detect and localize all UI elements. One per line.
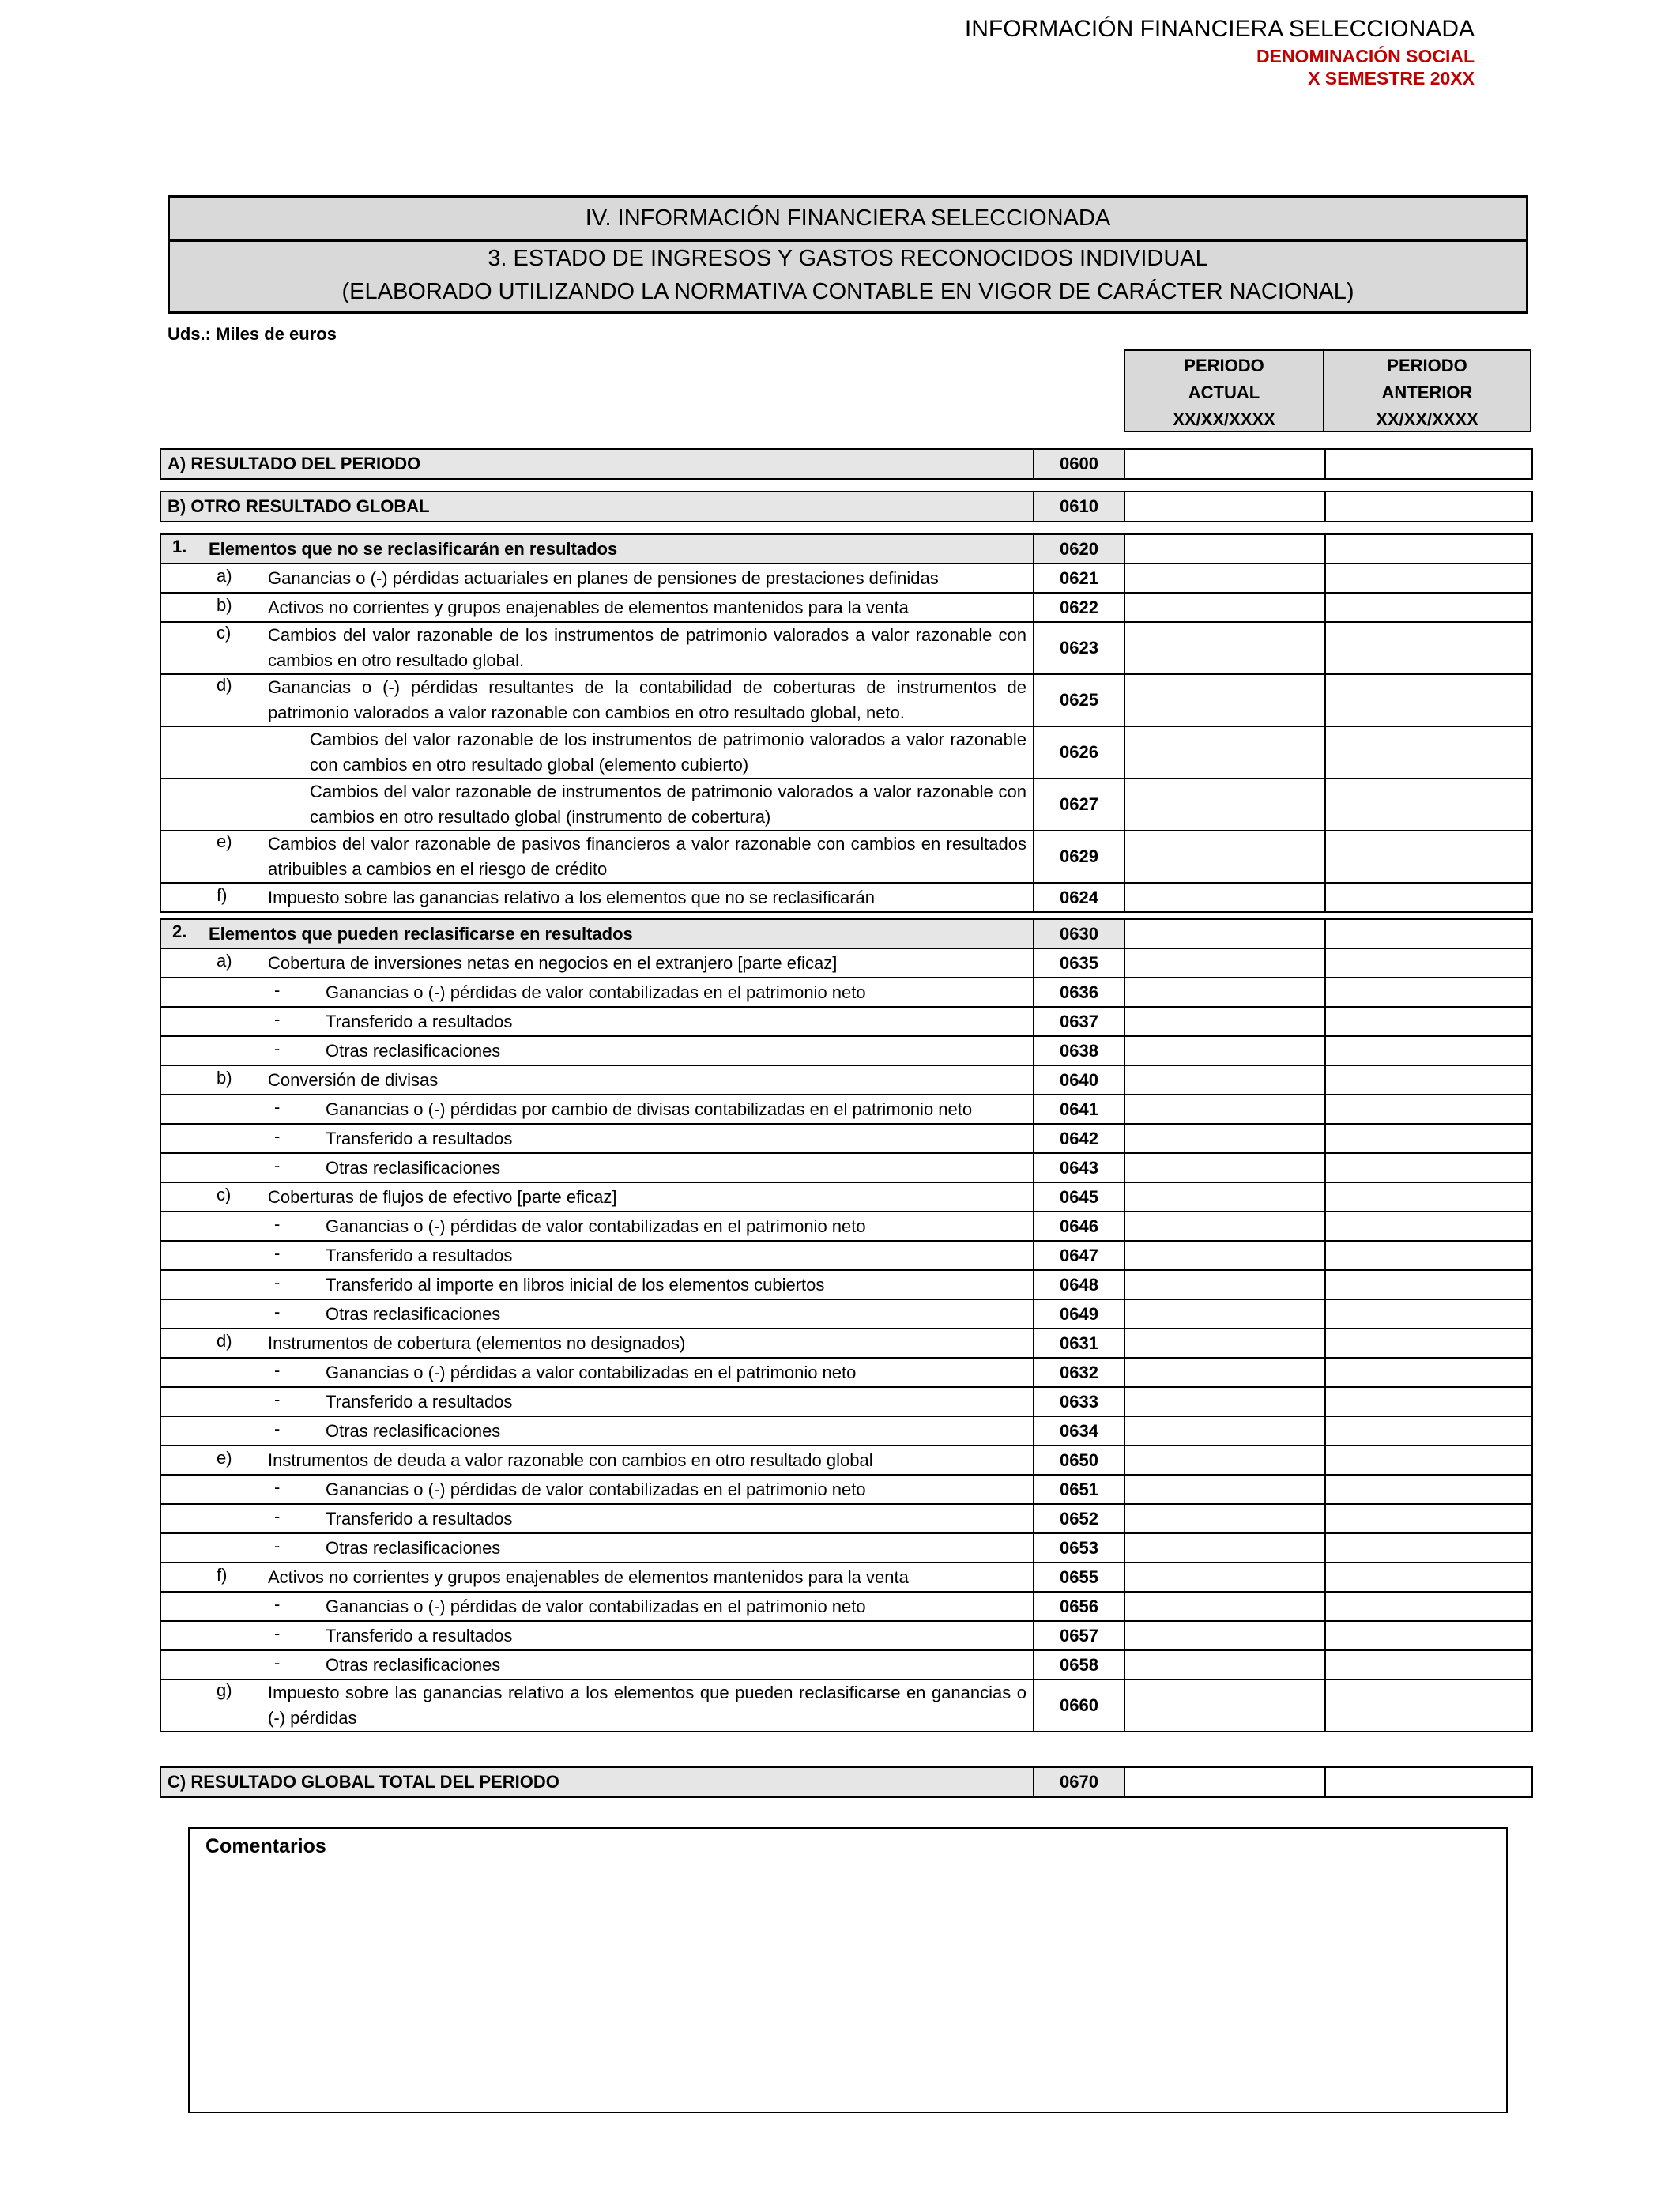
- row-code: 0641: [1034, 1095, 1124, 1124]
- table-row: [160, 778, 1532, 831]
- row-code: 0647: [1034, 1241, 1124, 1270]
- previous-period-cell[interactable]: [1325, 778, 1532, 831]
- current-period-cell[interactable]: [1124, 778, 1325, 831]
- row-label: [160, 534, 1034, 564]
- column-header-previous-period: [1324, 349, 1531, 432]
- previous-period-cell[interactable]: [1325, 492, 1532, 522]
- row-marker: -: [274, 1535, 281, 1555]
- row-code: 0632: [1034, 1358, 1124, 1387]
- current-period-cell[interactable]: [1124, 1563, 1325, 1592]
- row-label: [160, 1563, 1034, 1592]
- row-marker: d): [217, 675, 232, 695]
- row-marker: f): [217, 884, 228, 905]
- previous-period-cell[interactable]: [1325, 1650, 1532, 1679]
- row-code: 0638: [1034, 1036, 1124, 1065]
- current-period-cell[interactable]: [1124, 564, 1325, 593]
- table-row: [160, 726, 1532, 778]
- row-label: [160, 1036, 1034, 1065]
- table-row: [160, 1153, 1532, 1182]
- row-code: 0655: [1034, 1563, 1124, 1592]
- table-row: [160, 593, 1532, 622]
- previous-period-cell[interactable]: [1325, 1416, 1532, 1446]
- table-row: [160, 1416, 1532, 1446]
- row-text: Ganancias o (-) pérdidas de valor contabilizadas en el patrimonio neto: [326, 1596, 866, 1616]
- row-code: 0636: [1034, 978, 1124, 1007]
- table-row: [160, 1299, 1532, 1329]
- current-period-cell[interactable]: [1124, 622, 1325, 674]
- row-label: [160, 1387, 1034, 1416]
- current-period-cell[interactable]: [1124, 1475, 1325, 1504]
- current-period-cell[interactable]: [1124, 883, 1325, 912]
- table-row: [160, 1124, 1532, 1153]
- table-row: [160, 449, 1532, 479]
- row-label: [160, 1212, 1034, 1241]
- row-marker: -: [274, 1389, 281, 1409]
- row-code: 0648: [1034, 1270, 1124, 1299]
- section-title-box: [168, 195, 1528, 314]
- row-code: 0656: [1034, 1592, 1124, 1621]
- current-period-cell[interactable]: [1124, 1007, 1325, 1036]
- statement-subtitle: (ELABORADO UTILIZANDO LA NORMATIVA CONTABLE EN VIGOR DE CARÁCTER NACIONAL): [341, 279, 1354, 304]
- row-label: [160, 948, 1034, 978]
- row-marker: -: [274, 1418, 281, 1438]
- row-code: 0633: [1034, 1387, 1124, 1416]
- row-label: [160, 831, 1034, 883]
- current-period-cell[interactable]: [1124, 534, 1325, 564]
- row-code: 0637: [1034, 1007, 1124, 1036]
- row-code: 0657: [1034, 1621, 1124, 1650]
- row-label: [160, 1650, 1034, 1679]
- row-code: 0625: [1034, 674, 1124, 726]
- row-text: Transferido a resultados: [326, 1011, 513, 1031]
- row-marker: c): [217, 1184, 232, 1204]
- row-marker: -: [274, 1008, 281, 1029]
- row-text: Coberturas de flujos de efectivo [parte eficaz]: [268, 1186, 617, 1207]
- table-row: [160, 1679, 1532, 1732]
- table-row: [160, 674, 1532, 726]
- row-text: Transferido a resultados: [326, 1625, 513, 1646]
- row-text: Otras reclasificaciones: [326, 1157, 501, 1178]
- row-code: 0624: [1034, 883, 1124, 912]
- previous-period-cell[interactable]: [1325, 1592, 1532, 1621]
- table-row: [160, 1767, 1532, 1797]
- row-text: Ganancias o (-) pérdidas a valor contabilizadas en el patrimonio neto: [326, 1362, 857, 1382]
- table-result-period: [160, 448, 1533, 480]
- row-text: Ganancias o (-) pérdidas de valor contabilizadas en el patrimonio neto: [326, 982, 866, 1002]
- row-label: [160, 726, 1034, 778]
- row-code: 0622: [1034, 593, 1124, 622]
- row-text: Ganancias o (-) pérdidas actuariales en planes de pensiones de prestaciones definidas: [268, 567, 939, 588]
- table-row: [160, 1270, 1532, 1299]
- row-marker: -: [274, 1652, 281, 1672]
- row-code: 0623: [1034, 622, 1124, 674]
- current-period-cell[interactable]: [1124, 1065, 1325, 1095]
- table-row: [160, 1036, 1532, 1065]
- previous-period-cell[interactable]: [1325, 978, 1532, 1007]
- current-period-cell[interactable]: [1124, 1182, 1325, 1212]
- row-marker: -: [274, 1359, 281, 1380]
- previous-period-cell[interactable]: [1325, 593, 1532, 622]
- row-label: [160, 674, 1034, 726]
- row-label: C) RESULTADO GLOBAL TOTAL DEL PERIODO: [160, 1767, 1034, 1797]
- row-text: Impuesto sobre las ganancias relativo a los elementos que pueden reclasificarse en ganancias o (-) pérdidas: [268, 1683, 1026, 1728]
- row-text: Activos no corrientes y grupos enajenables de elementos mantenidos para la venta: [268, 1566, 909, 1587]
- previous-period-cell[interactable]: [1325, 1679, 1532, 1732]
- table-row: [160, 1504, 1532, 1533]
- previous-period-cell[interactable]: [1325, 1212, 1532, 1241]
- current-period-cell[interactable]: [1124, 1767, 1325, 1797]
- current-period-cell[interactable]: [1124, 1299, 1325, 1329]
- table-row: [160, 1007, 1532, 1036]
- row-marker: -: [274, 1593, 281, 1614]
- report-period: X SEMESTRE 20XX: [1308, 68, 1475, 89]
- table-row: [160, 622, 1532, 674]
- row-code: 0658: [1034, 1650, 1124, 1679]
- table-row: [160, 1095, 1532, 1124]
- previous-period-cell[interactable]: [1325, 622, 1532, 674]
- row-code: 0631: [1034, 1329, 1124, 1358]
- current-period-cell[interactable]: [1124, 593, 1325, 622]
- row-label: A) RESULTADO DEL PERIODO: [160, 449, 1034, 479]
- row-code: 0660: [1034, 1679, 1124, 1732]
- previous-period-cell[interactable]: [1325, 449, 1532, 479]
- row-label: [160, 978, 1034, 1007]
- row-code: 0610: [1034, 492, 1124, 522]
- row-code: 0600: [1034, 449, 1124, 479]
- current-period-cell[interactable]: [1124, 726, 1325, 778]
- row-text: Transferido a resultados: [326, 1128, 513, 1148]
- row-text: Otras reclasificaciones: [326, 1537, 501, 1558]
- current-period-cell[interactable]: [1124, 1329, 1325, 1358]
- current-period-cell[interactable]: [1124, 1387, 1325, 1416]
- row-text: Conversión de divisas: [268, 1069, 439, 1090]
- row-label: [160, 1124, 1034, 1153]
- row-code: 0643: [1034, 1153, 1124, 1182]
- previous-period-cell[interactable]: [1325, 919, 1532, 948]
- row-text: Elementos que pueden reclasificarse en resultados: [209, 923, 633, 944]
- column-header-date: XX/XX/XXXX: [1376, 409, 1478, 429]
- current-period-cell[interactable]: [1124, 919, 1325, 948]
- comments-box[interactable]: [188, 1827, 1508, 2113]
- current-period-cell[interactable]: [1124, 1358, 1325, 1387]
- row-marker: g): [217, 1680, 232, 1700]
- previous-period-cell[interactable]: [1325, 1563, 1532, 1592]
- row-marker: 2.: [172, 921, 187, 941]
- previous-period-cell[interactable]: [1325, 1767, 1532, 1797]
- current-period-cell[interactable]: [1124, 948, 1325, 978]
- row-code: 0630: [1034, 919, 1124, 948]
- table-row: [160, 534, 1532, 564]
- row-code: 0651: [1034, 1475, 1124, 1504]
- units-label: Uds.: Miles de euros: [168, 324, 337, 344]
- row-label: [160, 919, 1034, 948]
- previous-period-cell[interactable]: [1325, 1241, 1532, 1270]
- current-period-cell[interactable]: [1124, 1241, 1325, 1270]
- current-period-cell[interactable]: [1124, 492, 1325, 522]
- previous-period-cell[interactable]: [1325, 1153, 1532, 1182]
- current-period-cell[interactable]: [1124, 1036, 1325, 1065]
- row-code: 0649: [1034, 1299, 1124, 1329]
- table-non-reclassified: [160, 533, 1533, 913]
- row-label: [160, 1153, 1034, 1182]
- previous-period-cell[interactable]: [1325, 1270, 1532, 1299]
- row-label: [160, 1329, 1034, 1358]
- comments-title: Comentarios: [205, 1835, 326, 1857]
- table-row: [160, 1563, 1532, 1592]
- table-row: [160, 564, 1532, 593]
- row-code: 0627: [1034, 778, 1124, 831]
- current-period-cell[interactable]: [1124, 1621, 1325, 1650]
- table-row: [160, 883, 1532, 912]
- row-label: [160, 1270, 1034, 1299]
- row-code: 0646: [1034, 1212, 1124, 1241]
- previous-period-cell[interactable]: [1325, 1299, 1532, 1329]
- row-label: [160, 622, 1034, 674]
- current-period-cell[interactable]: [1124, 1650, 1325, 1679]
- table-row: [160, 919, 1532, 948]
- row-marker: 1.: [172, 536, 187, 556]
- column-header-line: PERIODO: [1184, 356, 1264, 375]
- row-text: Cambios del valor razonable de instrumentos de patrimonio valorados a valor razonable con cambios en otro resultado global (instrumento de cobertura): [310, 782, 1026, 827]
- table-row: [160, 1475, 1532, 1504]
- current-period-cell[interactable]: [1124, 1095, 1325, 1124]
- row-marker: -: [274, 1272, 281, 1292]
- current-period-cell[interactable]: [1124, 831, 1325, 883]
- row-text: Otras reclasificaciones: [326, 1654, 501, 1675]
- row-marker: b): [217, 1067, 232, 1088]
- previous-period-cell[interactable]: [1325, 831, 1532, 883]
- row-code: 0634: [1034, 1416, 1124, 1446]
- row-label: [160, 1533, 1034, 1563]
- row-marker: d): [217, 1330, 232, 1351]
- row-label: [160, 778, 1034, 831]
- row-marker: -: [274, 1096, 281, 1117]
- row-marker: -: [274, 1301, 281, 1321]
- row-code: 0670: [1034, 1767, 1124, 1797]
- row-label: [160, 1095, 1034, 1124]
- table-row: [160, 1621, 1532, 1650]
- entity-name: DENOMINACIÓN SOCIAL: [1256, 46, 1475, 66]
- row-text: Instrumentos de deuda a valor razonable con cambios en otro resultado global: [268, 1449, 873, 1470]
- row-text: Otras reclasificaciones: [326, 1420, 501, 1441]
- table-row: [160, 948, 1532, 978]
- row-label: [160, 1007, 1034, 1036]
- row-text: Otras reclasificaciones: [326, 1040, 501, 1061]
- row-marker: -: [274, 1242, 281, 1263]
- section-title: IV. INFORMACIÓN FINANCIERA SELECCIONADA: [170, 198, 1526, 242]
- document-header-title: INFORMACIÓN FINANCIERA SELECCIONADA: [964, 16, 1475, 42]
- row-text: Transferido al importe en libros inicial de los elementos cubiertos: [326, 1274, 825, 1295]
- row-text: Cambios del valor razonable de los instrumentos de patrimonio valorados a valor razonable con cambios en otro resultado global (elemento cubierto): [310, 729, 1026, 775]
- row-code: 0645: [1034, 1182, 1124, 1212]
- row-text: Ganancias o (-) pérdidas de valor contabilizadas en el patrimonio neto: [326, 1216, 866, 1236]
- current-period-cell[interactable]: [1124, 1212, 1325, 1241]
- row-code: 0626: [1034, 726, 1124, 778]
- row-text: Transferido a resultados: [326, 1245, 513, 1265]
- current-period-cell[interactable]: [1124, 1153, 1325, 1182]
- row-text: Instrumentos de cobertura (elementos no designados): [268, 1333, 686, 1353]
- table-row: [160, 1212, 1532, 1241]
- statement-title: 3. ESTADO DE INGRESOS Y GASTOS RECONOCIDOS INDIVIDUAL: [488, 246, 1208, 271]
- row-text: Cambios del valor razonable de pasivos financieros a valor razonable con cambios en resultados atribuibles a cambios en el riesgo de crédito: [268, 834, 1026, 879]
- table-row: [160, 1650, 1532, 1679]
- current-period-cell[interactable]: [1124, 978, 1325, 1007]
- previous-period-cell[interactable]: [1325, 674, 1532, 726]
- row-text: Elementos que no se reclasificarán en resultados: [209, 538, 618, 559]
- table-row: [160, 1358, 1532, 1387]
- row-marker: -: [274, 1125, 281, 1146]
- current-period-cell[interactable]: [1124, 1679, 1325, 1732]
- row-text: Transferido a resultados: [326, 1391, 513, 1412]
- current-period-cell[interactable]: [1124, 449, 1325, 479]
- row-text: Otras reclasificaciones: [326, 1303, 501, 1324]
- previous-period-cell[interactable]: [1325, 948, 1532, 978]
- table-row: [160, 492, 1532, 522]
- current-period-cell[interactable]: [1124, 1592, 1325, 1621]
- row-code: 0629: [1034, 831, 1124, 883]
- row-marker: -: [274, 1476, 281, 1497]
- row-text: Ganancias o (-) pérdidas de valor contabilizadas en el patrimonio neto: [326, 1479, 866, 1499]
- table-total-comprehensive: [160, 1766, 1533, 1798]
- row-label: [160, 1446, 1034, 1475]
- row-marker: b): [217, 594, 232, 615]
- current-period-cell[interactable]: [1124, 1504, 1325, 1533]
- row-label: [160, 1592, 1034, 1621]
- row-label: [160, 883, 1034, 912]
- row-code: 0650: [1034, 1446, 1124, 1475]
- table-row: [160, 1065, 1532, 1095]
- table-row: [160, 1241, 1532, 1270]
- row-label: [160, 1065, 1034, 1095]
- row-text: Cambios del valor razonable de los instrumentos de patrimonio valorados a valor razonable con cambios en otro resultado global.: [268, 625, 1026, 670]
- previous-period-cell[interactable]: [1325, 1036, 1532, 1065]
- row-label: [160, 1475, 1034, 1504]
- row-label: [160, 564, 1034, 593]
- table-other-comprehensive: [160, 491, 1533, 522]
- previous-period-cell[interactable]: [1325, 1387, 1532, 1416]
- table-row: [160, 1592, 1532, 1621]
- previous-period-cell[interactable]: [1325, 1007, 1532, 1036]
- row-code: 0653: [1034, 1533, 1124, 1563]
- row-marker: -: [274, 1623, 281, 1643]
- previous-period-cell[interactable]: [1325, 1475, 1532, 1504]
- row-marker: a): [217, 950, 232, 971]
- row-marker: -: [274, 1506, 281, 1526]
- row-label: [160, 1299, 1034, 1329]
- column-header-date: XX/XX/XXXX: [1173, 409, 1275, 429]
- table-row: [160, 1533, 1532, 1563]
- previous-period-cell[interactable]: [1325, 1504, 1532, 1533]
- previous-period-cell[interactable]: [1325, 883, 1532, 912]
- previous-period-cell[interactable]: [1325, 1533, 1532, 1563]
- previous-period-cell[interactable]: [1325, 1446, 1532, 1475]
- row-code: 0642: [1034, 1124, 1124, 1153]
- row-code: 0640: [1034, 1065, 1124, 1095]
- previous-period-cell[interactable]: [1325, 534, 1532, 564]
- row-label: [160, 1621, 1034, 1650]
- current-period-cell[interactable]: [1124, 1446, 1325, 1475]
- table-row: [160, 831, 1532, 883]
- row-code: 0620: [1034, 534, 1124, 564]
- table-row: [160, 1387, 1532, 1416]
- table-row: [160, 1329, 1532, 1358]
- current-period-cell[interactable]: [1124, 674, 1325, 726]
- column-header-line: ACTUAL: [1188, 383, 1260, 402]
- previous-period-cell[interactable]: [1325, 1358, 1532, 1387]
- row-code: 0652: [1034, 1504, 1124, 1533]
- row-marker: e): [217, 831, 232, 851]
- row-marker: f): [217, 1564, 228, 1585]
- row-label: [160, 1241, 1034, 1270]
- row-marker: e): [217, 1447, 232, 1468]
- row-code: 0621: [1034, 564, 1124, 593]
- previous-period-cell[interactable]: [1325, 1621, 1532, 1650]
- row-text: Transferido a resultados: [326, 1508, 513, 1529]
- row-text: Activos no corrientes y grupos enajenables de elementos mantenidos para la venta: [268, 597, 909, 617]
- current-period-cell[interactable]: [1124, 1270, 1325, 1299]
- current-period-cell[interactable]: [1124, 1416, 1325, 1446]
- column-header-line: ANTERIOR: [1381, 383, 1473, 402]
- row-marker: -: [274, 1038, 281, 1058]
- row-text: Ganancias o (-) pérdidas resultantes de la contabilidad de coberturas de instrumentos de patrimonio valorados a valor razonable con cambios en otro resultado global, neto.: [268, 677, 1026, 722]
- row-label: [160, 1416, 1034, 1446]
- current-period-cell[interactable]: [1124, 1124, 1325, 1153]
- row-marker: -: [274, 1213, 281, 1234]
- previous-period-cell[interactable]: [1325, 564, 1532, 593]
- row-marker: -: [274, 1155, 281, 1175]
- previous-period-cell[interactable]: [1325, 1329, 1532, 1358]
- row-marker: a): [217, 565, 232, 586]
- current-period-cell[interactable]: [1124, 1533, 1325, 1563]
- previous-period-cell[interactable]: [1325, 726, 1532, 778]
- table-row: [160, 1182, 1532, 1212]
- row-label: [160, 593, 1034, 622]
- column-header-current-period: [1124, 349, 1324, 432]
- table-row: [160, 1446, 1532, 1475]
- row-marker: -: [274, 979, 281, 1000]
- row-text: Ganancias o (-) pérdidas por cambio de divisas contabilizadas en el patrimonio neto: [326, 1099, 973, 1119]
- row-marker: c): [217, 623, 232, 643]
- previous-period-cell[interactable]: [1325, 1095, 1532, 1124]
- table-reclassifiable: [160, 918, 1533, 1732]
- previous-period-cell[interactable]: [1325, 1124, 1532, 1153]
- row-text: Impuesto sobre las ganancias relativo a los elementos que no se reclasificarán: [268, 887, 875, 907]
- table-row: [160, 978, 1532, 1007]
- row-label: [160, 1182, 1034, 1212]
- previous-period-cell[interactable]: [1325, 1182, 1532, 1212]
- row-label: [160, 1679, 1034, 1732]
- row-label: [160, 1504, 1034, 1533]
- row-code: 0635: [1034, 948, 1124, 978]
- column-header-line: PERIODO: [1387, 356, 1467, 375]
- row-label: B) OTRO RESULTADO GLOBAL: [160, 492, 1034, 522]
- row-label: [160, 1358, 1034, 1387]
- row-text: Cobertura de inversiones netas en negocios en el extranjero [parte eficaz]: [268, 952, 838, 973]
- previous-period-cell[interactable]: [1325, 1065, 1532, 1095]
